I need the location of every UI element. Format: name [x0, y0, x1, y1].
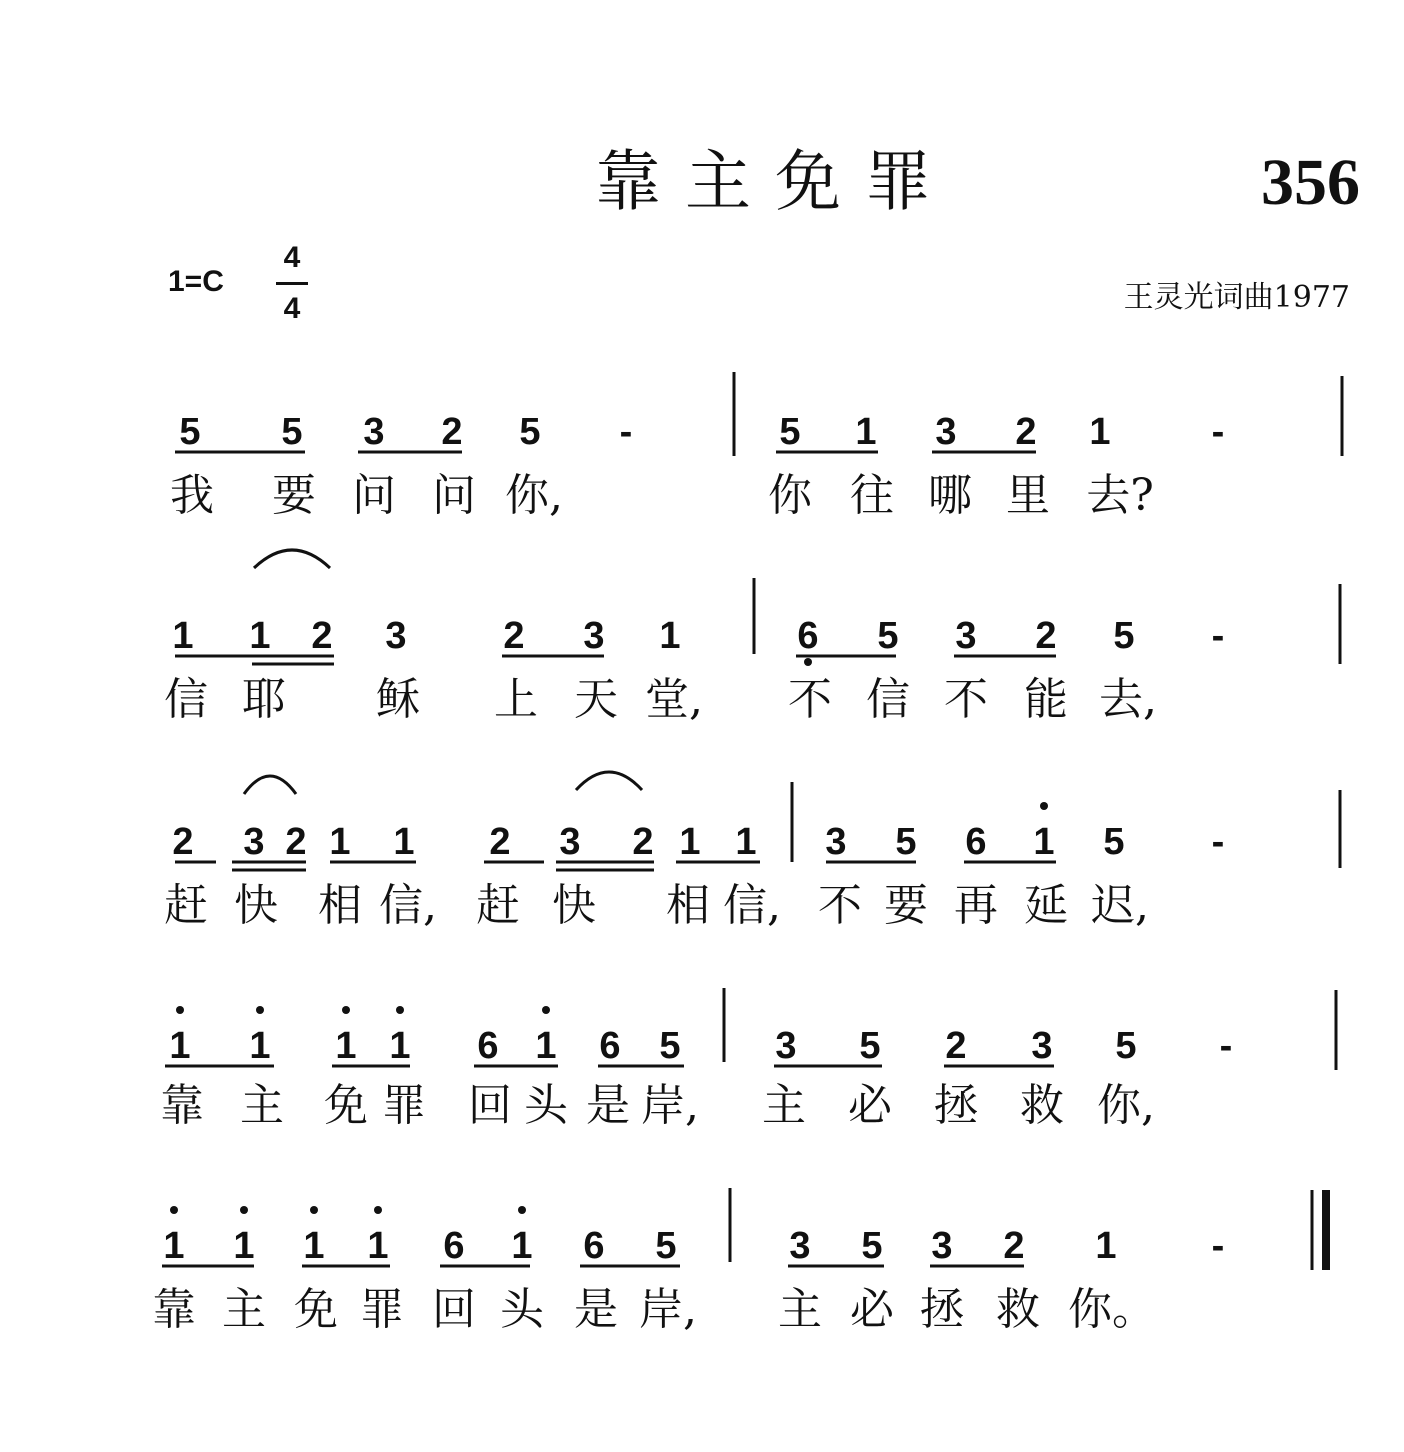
score-note: 3 [825, 821, 847, 863]
score-note: 2 [1035, 615, 1057, 657]
lyric-word: 免 [324, 1080, 368, 1131]
lyric-word: 堂, [645, 674, 703, 725]
score-note: 3 [789, 1225, 811, 1267]
score-note: 2 [503, 615, 525, 657]
score-note: 3 [583, 615, 605, 657]
octave-high-dot [256, 1006, 264, 1014]
lyric-word: 回 [432, 1284, 476, 1335]
score-note: - [619, 411, 633, 453]
lyric-word: 去, [1099, 674, 1157, 725]
score-note: 2 [489, 821, 511, 863]
lyric-word: 问 [352, 470, 396, 521]
lyric-word: 是 [586, 1080, 630, 1131]
lyric-word: 相 [666, 880, 710, 931]
slur-arc [244, 776, 296, 794]
lyric-word: 去? [1086, 470, 1154, 521]
lyric-word: 拯 [920, 1284, 964, 1335]
lyric-word: 里 [1006, 470, 1050, 521]
lyric-word: 信, [723, 880, 781, 931]
octave-high-dot [542, 1006, 550, 1014]
lyric-word: 回 [468, 1080, 512, 1131]
score-note: - [1211, 1225, 1225, 1267]
score-note: 5 [877, 615, 899, 657]
score-note: 3 [559, 821, 581, 863]
score-note: - [1219, 1025, 1233, 1067]
lyric-word: 天 [574, 674, 618, 725]
lyric-word: 延 [1024, 880, 1068, 931]
score-note: 3 [935, 411, 957, 453]
score-note: 3 [385, 615, 407, 657]
lyric-word: 再 [954, 880, 998, 931]
lyric-word: 头 [524, 1080, 568, 1131]
score-note: 2 [285, 821, 307, 863]
score-note: 2 [311, 615, 333, 657]
lyric-word: 赶 [476, 880, 520, 931]
lyric-word: 你 [768, 470, 812, 521]
lyric-word: 要 [272, 470, 316, 521]
lyric-word: 相 [318, 880, 362, 931]
score-note: 3 [1031, 1025, 1053, 1067]
lyric-word: 往 [850, 470, 894, 521]
time-signature-bottom: 4 [283, 292, 301, 325]
lyric-word: 岸, [641, 1080, 699, 1131]
lyric-word: 上 [494, 674, 538, 725]
octave-high-dot [240, 1206, 248, 1214]
lyric-word: 要 [884, 880, 928, 931]
score-note: - [1211, 821, 1225, 863]
score-note: 1 [249, 615, 271, 657]
lyric-word: 不 [944, 674, 988, 725]
score-note: 2 [945, 1025, 967, 1067]
score-note: 3 [955, 615, 977, 657]
lyric-word: 能 [1024, 674, 1068, 725]
score-note: 2 [441, 411, 463, 453]
lyric-word: 稣 [376, 674, 420, 725]
octave-high-dot [518, 1206, 526, 1214]
score-note: 1 [659, 615, 681, 657]
score-note: 1 [335, 1025, 357, 1067]
key-signature: 1=C [168, 265, 224, 298]
score-note: 6 [965, 821, 987, 863]
score-note: 1 [679, 821, 701, 863]
score-note: 1 [169, 1025, 191, 1067]
score-note: 1 [367, 1225, 389, 1267]
lyric-word: 靠 [160, 1080, 204, 1131]
score-note: 1 [163, 1225, 185, 1267]
score-note: - [1211, 411, 1225, 453]
lyric-word: 主 [222, 1284, 266, 1335]
score-note: 6 [477, 1025, 499, 1067]
score-note: 5 [655, 1225, 677, 1267]
lyric-word: 岸, [639, 1284, 697, 1335]
score-note: 5 [861, 1225, 883, 1267]
score-note: 3 [363, 411, 385, 453]
octave-high-dot [396, 1006, 404, 1014]
score-note: 6 [797, 615, 819, 657]
lyric-word: 罪 [382, 1080, 426, 1131]
lyric-word: 主 [240, 1080, 284, 1131]
score-note: 1 [1095, 1225, 1117, 1267]
score-note: 5 [281, 411, 303, 453]
lyric-word: 我 [170, 470, 214, 521]
lyric-word: 赶 [164, 880, 208, 931]
lyric-word: 免 [294, 1284, 338, 1335]
score-note: 1 [511, 1225, 533, 1267]
score-note: 3 [775, 1025, 797, 1067]
score-note: 1 [172, 615, 194, 657]
lyric-word: 你, [505, 470, 563, 521]
lyric-word: 信, [379, 880, 437, 931]
lyric-word: 主 [778, 1284, 822, 1335]
score-note: 1 [393, 821, 415, 863]
song-title: 靠主免罪 [595, 143, 955, 220]
lyric-word: 哪 [928, 470, 972, 521]
lyric-word: 耶 [242, 674, 286, 725]
score-note: 2 [1015, 411, 1037, 453]
score-note: 1 [535, 1025, 557, 1067]
lyric-word: 必 [848, 1080, 892, 1131]
time-signature-top: 4 [283, 241, 301, 274]
lyric-word: 不 [818, 880, 862, 931]
lyric-word: 问 [432, 470, 476, 521]
score-note: - [1211, 615, 1225, 657]
score-note: 2 [172, 821, 194, 863]
score-note: 1 [233, 1225, 255, 1267]
lyric-word: 罪 [360, 1284, 404, 1335]
lyric-word: 你, [1097, 1080, 1155, 1131]
lyric-word: 信 [866, 674, 910, 725]
octave-high-dot [310, 1206, 318, 1214]
lyric-word: 主 [762, 1080, 806, 1131]
score-note: 5 [519, 411, 541, 453]
composer-credit: 王灵光词曲1977 [1123, 280, 1350, 315]
score-note: 5 [1113, 615, 1135, 657]
score-note: 1 [329, 821, 351, 863]
octave-high-dot [374, 1206, 382, 1214]
score-note: 6 [583, 1225, 605, 1267]
lyric-word: 不 [788, 674, 832, 725]
hymn-number: 356 [1261, 146, 1360, 219]
lyric-word: 信 [164, 674, 208, 725]
lyric-word: 你。 [1068, 1284, 1156, 1335]
lyric-word: 靠 [152, 1284, 196, 1335]
score-note: 1 [249, 1025, 271, 1067]
lyric-word: 救 [1020, 1080, 1064, 1131]
score-note: 1 [389, 1025, 411, 1067]
score-note: 1 [735, 821, 757, 863]
octave-low-dot [804, 658, 812, 666]
octave-high-dot [342, 1006, 350, 1014]
lyric-word: 快 [552, 880, 596, 931]
lyric-word: 是 [574, 1284, 618, 1335]
score-note: 2 [1003, 1225, 1025, 1267]
score-note: 2 [632, 821, 654, 863]
score-note: 5 [859, 1025, 881, 1067]
score-note: 5 [1115, 1025, 1137, 1067]
slur-arc [254, 550, 330, 568]
lyric-word: 必 [850, 1284, 894, 1335]
lyric-word: 救 [996, 1284, 1040, 1335]
lyric-word: 迟, [1091, 880, 1149, 931]
octave-high-dot [1040, 802, 1048, 810]
lyric-word: 头 [500, 1284, 544, 1335]
octave-high-dot [176, 1006, 184, 1014]
score-note: 5 [779, 411, 801, 453]
score-note: 5 [1103, 821, 1125, 863]
score-note: 5 [179, 411, 201, 453]
score-note: 6 [599, 1025, 621, 1067]
score-note: 5 [659, 1025, 681, 1067]
octave-high-dot [170, 1206, 178, 1214]
score-note: 1 [1033, 821, 1055, 863]
score-note: 5 [895, 821, 917, 863]
slur-arc [576, 772, 642, 790]
score-note: 1 [303, 1225, 325, 1267]
score-note: 6 [443, 1225, 465, 1267]
lyric-word: 快 [234, 880, 278, 931]
score-note: 3 [931, 1225, 953, 1267]
lyric-word: 拯 [934, 1080, 978, 1131]
score-note: 3 [243, 821, 265, 863]
score-note: 1 [1089, 411, 1111, 453]
score-note: 1 [855, 411, 877, 453]
